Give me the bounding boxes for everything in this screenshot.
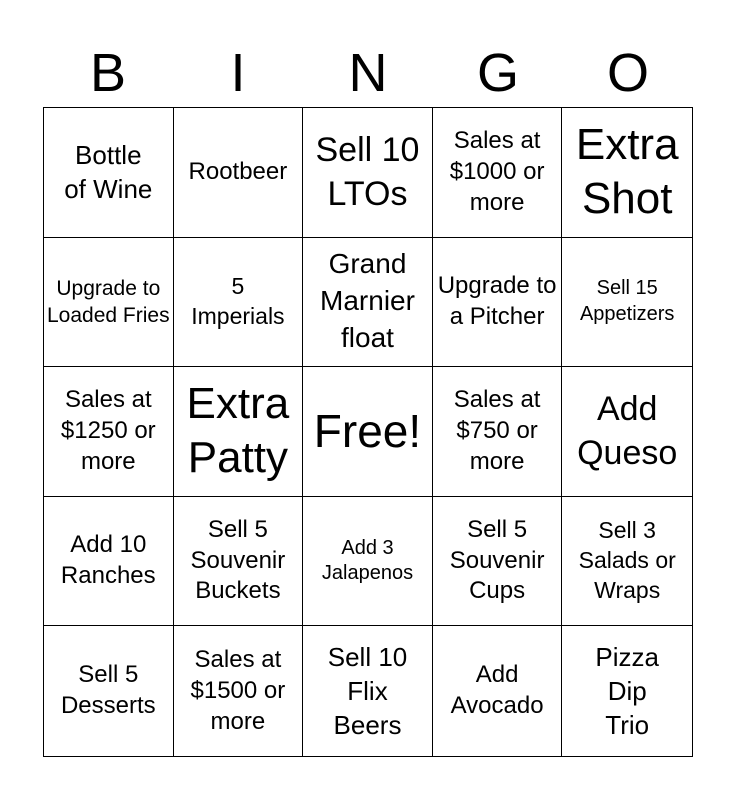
bingo-cell[interactable]: Pizza Dip Trio (595, 641, 659, 741)
bingo-cell[interactable]: Add 3 Jalapenos (303, 497, 433, 627)
bingo-cell[interactable]: Sell 15 Appetizers (562, 238, 692, 368)
bingo-cell[interactable]: Sell 10 LTOs (303, 108, 433, 238)
bingo-cell[interactable]: Add Avocado (433, 626, 563, 756)
bingo-cell[interactable]: Rootbeer (174, 108, 304, 238)
bingo-cell[interactable]: Grand Marnier float (303, 238, 433, 368)
bingo-cell[interactable]: Sales at $1500 or more (174, 626, 304, 756)
bingo-cell[interactable]: Sell 5 Desserts (44, 626, 174, 756)
header-letter-g: G (476, 43, 519, 103)
bingo-cell[interactable]: Bottle of Wine (44, 108, 174, 238)
bingo-cell[interactable]: Sales at $750 or more (433, 367, 563, 497)
free-space[interactable]: Free! (303, 367, 433, 497)
bingo-cell[interactable]: Sales at $1250 or more (44, 367, 174, 497)
bingo-cell[interactable]: Sell 10 Flix Beers (303, 626, 433, 756)
bingo-cell[interactable]: Upgrade to a Pitcher (433, 238, 563, 368)
header-letter-o: O (606, 43, 649, 103)
bingo-cell[interactable]: Sell 5 Souvenir Buckets (174, 497, 304, 627)
bingo-cell[interactable]: 5 Imperials (174, 238, 304, 368)
bingo-cell[interactable]: Extra Patty (174, 367, 304, 497)
header-letter-i: I (230, 43, 246, 103)
bingo-cell[interactable]: Upgrade to Loaded Fries (44, 238, 174, 368)
bingo-cell[interactable]: Sell 5 Souvenir Cups (433, 497, 563, 627)
bingo-cell[interactable]: Extra Shot (562, 108, 692, 238)
bingo-cell[interactable]: Sales at $1000 or more (433, 108, 563, 238)
bingo-card (43, 107, 693, 757)
bingo-header (43, 40, 693, 106)
bingo-cell[interactable]: Add Queso (562, 367, 692, 497)
header-letter-b: B (89, 43, 127, 103)
bingo-cell[interactable]: Add 10 Ranches (44, 497, 174, 627)
header-letter-n: N (348, 43, 388, 103)
bingo-cell[interactable]: Sell 3 Salads or Wraps (562, 497, 692, 627)
